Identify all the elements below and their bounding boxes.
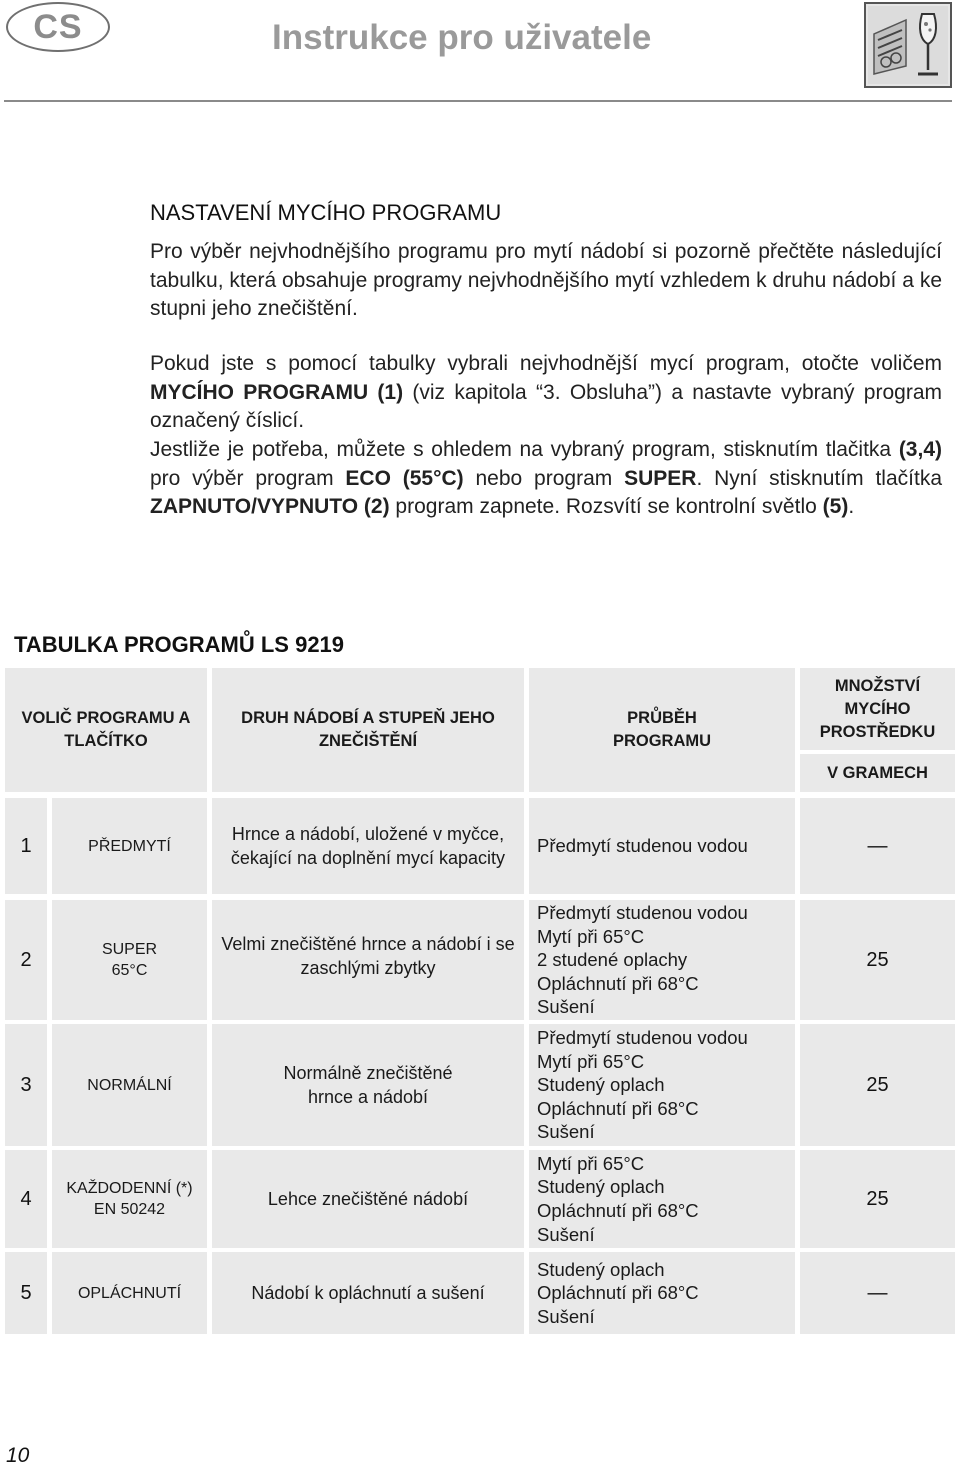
course-step: Studený oplach [537,1074,665,1096]
header-amount: MNOŽSTVÍ MYCÍHO PROSTŘEDKU [800,668,955,750]
course-step: Předmytí studenou vodou [537,1027,748,1049]
detergent-amount: 25 [800,1150,955,1248]
header-course: PRŮBĚH PROGRAMU [529,668,795,792]
course-step: Mytí při 65°C [537,1152,645,1174]
course-step: Mytí při 65°C [537,1050,645,1072]
course-step: Předmytí studenou vodou [537,902,748,924]
language-badge: CS [6,2,110,52]
course-step: Mytí při 65°C [537,925,645,947]
program-course [529,798,795,894]
course-step: Studený oplach [537,1176,665,1198]
program-name: KAŽDODENNÍ (*) EN 50242 [52,1150,207,1248]
program-course [529,1252,795,1334]
course-step: Předmytí studenou vodou [537,835,748,857]
course-step: Sušení [537,1121,595,1143]
course-step: Sušení [537,1223,595,1245]
dishwasher-logo-icon [864,2,952,88]
program-name: SUPER 65°C [52,900,207,1020]
page-title: Instrukce pro uživatele [272,18,652,57]
dishes-description: Lehce znečištěné nádobí [212,1150,524,1248]
dishes-description: Nádobí k opláchnutí a sušení [212,1252,524,1334]
row-number: 5 [5,1252,47,1334]
course-step: Sušení [537,1305,595,1327]
program-name: PŘEDMYTÍ [52,798,207,894]
row-number: 2 [5,900,47,1020]
course-step: Opláchnutí při 68°C [537,1282,699,1304]
buttons-paragraph: Jestliže je potřeba, můžete s ohledem na vybraný program, stisknutím tlačitka (3,4) pro výběr program ECO (55°C) nebo program SUPER. Nyní stisknutím tlačítka ZAPNUTO/VYPNUTO (2) program zapnete. Rozsvítí se kontrolní světlo (5). [150,438,942,518]
dishes-description: Velmi znečištěné hrnce a nádobí i se zaschlými zbytky [212,900,524,1020]
course-step: Studený oplach [537,1258,665,1280]
detergent-amount: — [800,798,955,894]
course-step: Opláchnutí při 68°C [537,1097,699,1119]
section-heading: NASTAVENÍ MYCÍHO PROGRAMU [150,200,502,225]
header-unit: V GRAMECH [800,754,955,792]
intro-paragraph: Pro výběr nejvhodnějšího programu pro mytí nádobí si pozorně přečtěte následující tabulku, která obsahuje programy nejvhodnějšího mytí vzhledem k druhu nádobí a ke stupni jeho znečištění. [150,240,942,320]
course-step: Opláchnutí při 68°C [537,972,699,994]
header-divider [4,100,952,102]
program-course [529,1150,795,1248]
detergent-amount: — [800,1252,955,1334]
table-title: TABULKA PROGRAMŮ LS 9219 [14,632,345,657]
course-step: Sušení [537,996,595,1018]
detergent-amount: 25 [800,900,955,1020]
dishes-description: Hrnce a nádobí, uložené v myčce, čekající na doplnění mycí kapacity [212,798,524,894]
detergent-amount: 25 [800,1024,955,1146]
page-number: 10 [6,1444,30,1467]
course-step: Opláchnutí při 68°C [537,1200,699,1221]
program-course [529,900,795,1020]
course-step: 2 studené oplachy [537,949,688,971]
selection-paragraph: Pokud jste s pomocí tabulky vybrali nejvhodnější mycí program, otočte voličem MYCÍHO PROGRAMU (1) (viz kapitola “3. Obsluha”) a nastavte vybraný program označený číslicí. [150,352,942,432]
program-course [529,1024,795,1146]
row-number: 1 [5,798,47,894]
program-name: OPLÁCHNUTÍ [52,1252,207,1334]
row-number: 4 [5,1150,47,1248]
header-selector: VOLIČ PROGRAMU A TLAČÍTKO [5,668,207,792]
header-dishes: DRUH NÁDOBÍ A STUPEŇ JEHO ZNEČIŠTĚNÍ [212,668,524,792]
dishes-description: Normálně znečištěné hrnce a nádobí [212,1024,524,1146]
row-number: 3 [5,1024,47,1146]
program-name: NORMÁLNÍ [52,1024,207,1146]
